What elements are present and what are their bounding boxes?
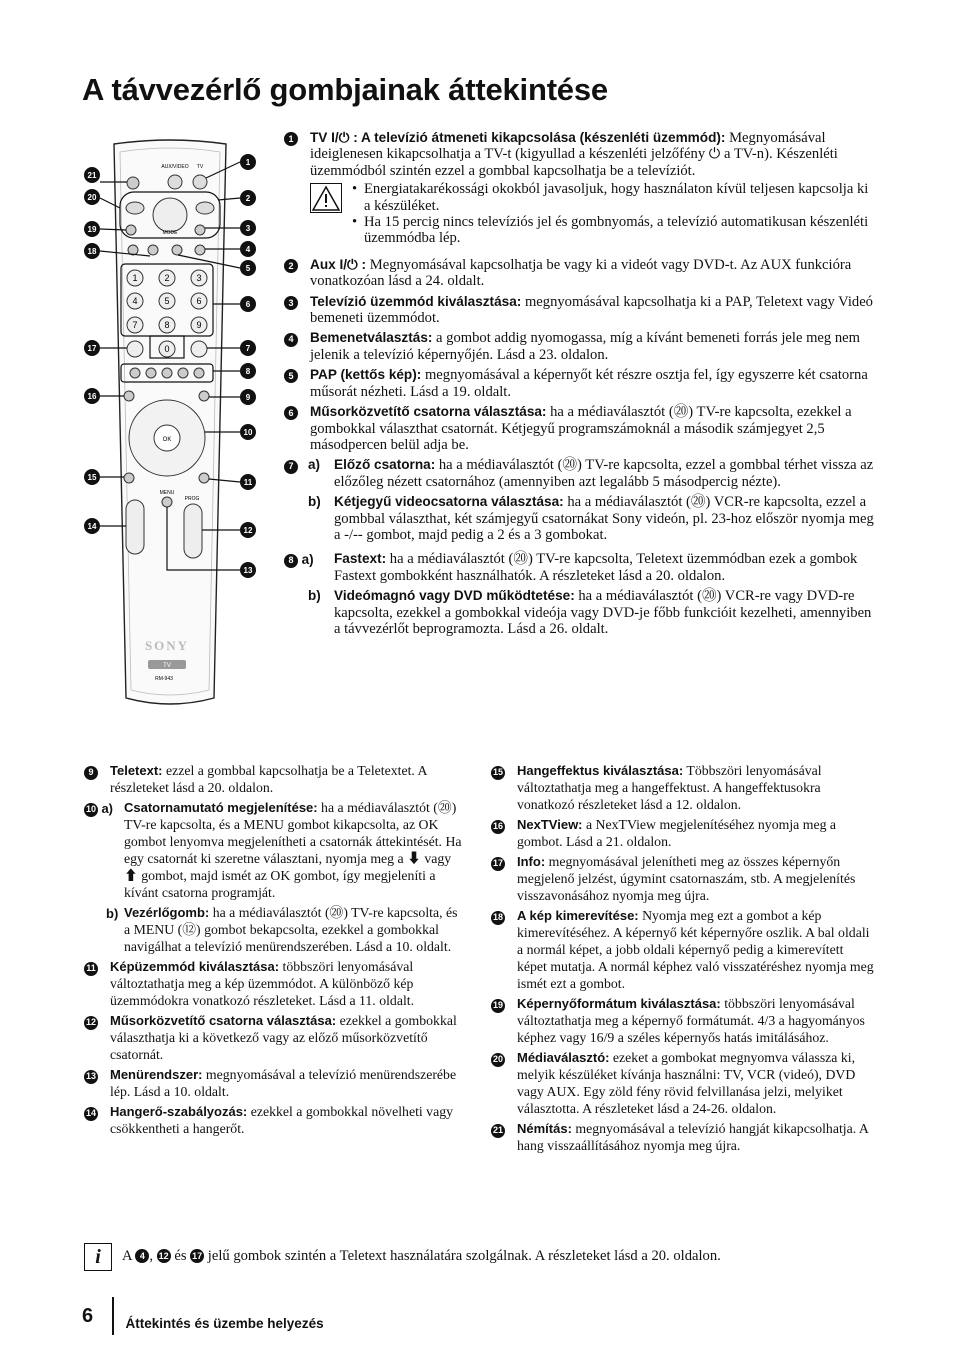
callout-11: 11 xyxy=(243,478,253,487)
item-key: Előző csatorna: xyxy=(334,457,436,473)
callout-18: 18 xyxy=(87,247,97,256)
callout-5: 5 xyxy=(245,264,251,273)
item-19 xyxy=(491,995,875,1046)
item-number: 19 xyxy=(491,999,505,1013)
digit-5: 5 xyxy=(164,296,170,306)
note-text: , xyxy=(149,1248,157,1264)
sub-mark: a) xyxy=(308,457,321,473)
item-key-prefix: TV I/ xyxy=(310,130,339,145)
note-text: és xyxy=(170,1248,191,1264)
remote-badge: TV xyxy=(163,663,171,669)
item-text: Megnyomásával ideiglenesen kikapcsolhatja a TV-t (kigyullad a készenléti jelzőfény ⏻ a TV-n). Készenléti üzemmódból szintén ezzel a gombbal kapcsolhatja be a televíziót. xyxy=(310,130,838,179)
callout-20: 20 xyxy=(87,193,97,202)
remote-label-mode: MODE xyxy=(162,230,178,236)
item-number: 8 xyxy=(284,554,298,568)
item-text: ha a médiaválasztót (⑳) TV-re kapcsolta, Teletext üzemmódban ezek a gombok Fastext gombokként használhatók. A részleteket lásd a 20. oldalon. xyxy=(334,551,858,584)
top-descriptions xyxy=(284,130,876,641)
remote-control-illustration xyxy=(80,138,260,718)
item-key: Műsorközvetítő csatorna választása: xyxy=(310,404,547,420)
item-number: 2 xyxy=(284,259,298,273)
item-key: PAP (kettős kép): xyxy=(310,367,422,383)
item-8b xyxy=(308,588,876,637)
item-number: 3 xyxy=(284,296,298,310)
callout-6: 6 xyxy=(245,300,251,309)
item-number: 16 xyxy=(491,820,505,834)
item-13 xyxy=(84,1066,464,1100)
callout-19: 19 xyxy=(87,225,97,234)
item-number: 18 xyxy=(491,911,505,925)
callout-4: 4 xyxy=(245,245,251,254)
callout-8: 8 xyxy=(245,367,251,376)
item-7 xyxy=(284,457,876,547)
page-title: A távvezérlő gombjainak áttekintése xyxy=(82,72,608,107)
item-number: 9 xyxy=(84,766,98,780)
item-text: ezeket a gombokat megnyomva válassza ki, melyik készüléket kívánja használni: TV, VCR (videó), DVD vagy AUX. Egy zöld fény rövid felvillanása jelzi, melyiket választotta. A részleteket lásd a 24-26. oldalon. xyxy=(517,1050,856,1116)
remote-brand-logo: SONY xyxy=(144,638,190,653)
item-number: 21 xyxy=(491,1124,505,1138)
note-number: 12 xyxy=(158,1251,169,1261)
callout-14: 14 xyxy=(87,522,97,531)
warning-box xyxy=(310,181,876,247)
item-key: NexTView: xyxy=(517,817,583,832)
item-11 xyxy=(84,958,464,1009)
remote-label-menu: MENU xyxy=(159,490,175,496)
item-number: 11 xyxy=(84,962,98,976)
item-number: 14 xyxy=(84,1107,98,1121)
item-key: Hangeffektus kiválasztása: xyxy=(517,763,684,778)
remote-model: RM-943 xyxy=(155,676,173,682)
item-1 xyxy=(284,130,876,253)
item-key: Televízió üzemmód kiválasztása: xyxy=(310,293,522,309)
warning-bullet: • Energiatakarékossági okokból javasoljuk, hogy használaton kívül teljesen kapcsolja ki a készüléket. xyxy=(350,181,876,214)
item-key-prefix: Aux I/ xyxy=(310,256,348,272)
item-key: Fastext: xyxy=(334,551,387,567)
callout-10: 10 xyxy=(243,428,253,437)
callout-2: 2 xyxy=(245,194,251,203)
sub-mark: b) xyxy=(308,494,321,510)
item-14 xyxy=(84,1103,464,1137)
item-key: Vezérlőgomb: xyxy=(124,905,210,920)
item-text: ha a médiaválasztót (⑳) TV-re kapcsolta, ezekkel a gombokkal választhat csatornát. Kétjegyű programszámoknál a második számjegyet 2,5 másodpercen belül adja be. xyxy=(310,404,852,453)
digit-3: 3 xyxy=(196,273,202,283)
item-8 xyxy=(284,551,876,584)
item-number: 12 xyxy=(84,1016,98,1030)
footer-divider xyxy=(112,1297,114,1335)
item-text: a gombot addig nyomogassa, míg a kívánt bemeneti forrás jele meg nem jelenik a televízió képernyőjén. Lásd a 23. oldalon. xyxy=(310,330,860,363)
item-3 xyxy=(284,294,876,327)
item-text: Nyomja meg ezt a gombot a kép kimerevítéséhez. A képernyő két képernyőre oszlik. A bal oldali a normál képet, a jobb oldali képernyő pedig a kimerevített képet mutatja. A normál képhez való visszatéréshez nyomja meg ismét ezt a gombot. xyxy=(517,908,874,991)
item-6 xyxy=(284,404,876,453)
left-column xyxy=(84,762,464,1140)
warning-bullet: • Ha 15 percig nincs televíziós jel és gombnyomás, a televízió automatikusan készenléti üzemmódba lép. xyxy=(350,214,876,247)
digit-8: 8 xyxy=(164,320,170,330)
item-18 xyxy=(491,907,875,992)
item-key: Bemenetválasztás: xyxy=(310,330,433,346)
callout-21: 21 xyxy=(87,171,97,180)
digit-2: 2 xyxy=(164,273,170,283)
right-column xyxy=(491,762,875,1157)
remote-label-ok: OK xyxy=(162,437,172,443)
item-key: Teletext: xyxy=(110,763,163,778)
item-number: 5 xyxy=(284,369,298,383)
item-key: Menürendszer: xyxy=(110,1067,203,1082)
note-number: 17 xyxy=(192,1251,203,1261)
item-text: ha a médiaválasztót (⑳) TV-re kapcsolta, ezzel a gombbal térhet vissza az előzőleg nézett csatornához (amennyiben azt legalább 5 másodpercig nézte). xyxy=(334,457,874,490)
item-text: megnyomásával a televízió menürendszerébe lép. Lásd a 10. oldalt. xyxy=(110,1067,457,1099)
item-text: ha a médiaválasztót (⑳) VCR-re vagy DVD-re kapcsolta, ezekkel a gombokkal videója vagy DVD-je főbb funkcióit kezelheti, amennyiben a távvezérlőt beprogramozta. Lásd a 26. oldalt. xyxy=(334,588,872,637)
item-text: ezekkel a gombokkal növelheti vagy csökkentheti a hangerőt. xyxy=(110,1104,453,1136)
warning-icon xyxy=(310,183,342,213)
info-note xyxy=(84,1243,884,1271)
callout-1: 1 xyxy=(245,158,251,167)
callout-9: 9 xyxy=(245,393,251,402)
item-5 xyxy=(284,367,876,400)
item-12 xyxy=(84,1012,464,1063)
item-17 xyxy=(491,853,875,904)
item-key: Hangerő-szabályozás: xyxy=(110,1104,248,1119)
sub-mark: b) xyxy=(106,906,119,921)
item-text: megnyomásával jelenítheti meg az összes képernyőn megjelenő jelzést, úgymint csatornaszám, stb. A megjelenítés visszavonásához nyomja meg újra. xyxy=(517,854,856,903)
sub-mark: a) xyxy=(101,801,114,816)
item-key: Képernyőformátum kiválasztása: xyxy=(517,996,721,1011)
item-text: többszöri lenyomásával változtathatja meg a kép üzemmódot. A különböző kép üzemmódokra vonatkozó részleteket. Lásd a 11. oldalt. xyxy=(110,959,415,1008)
page-footer xyxy=(82,1296,324,1336)
item-text: megnyomásával kapcsolhatja ki a PAP, Teletext vagy Videó bemeneti üzemmódot. xyxy=(310,293,873,327)
item-number: 1 xyxy=(284,132,298,146)
item-20 xyxy=(491,1049,875,1117)
digit-4: 4 xyxy=(132,296,138,306)
item-key: Némítás: xyxy=(517,1121,572,1136)
sub-mark: b) xyxy=(308,588,321,604)
info-icon: i xyxy=(84,1243,112,1271)
item-text: Többszöri lenyomásával változtathatja meg a hangeffektust. A hangeffektusokra vonatkozó részleteket lásd a 12. oldalon. xyxy=(517,763,822,812)
digit-6: 6 xyxy=(196,296,202,306)
power-icon: ⏻ xyxy=(347,256,358,272)
remote-label-tv: TV xyxy=(196,164,204,170)
power-icon: ⏻ xyxy=(338,130,350,145)
item-text: ha a médiaválasztót (⑳) TV-re kapcsolta, és a MENU gombot kikapcsolta, az OK gombot lenyomva megjelenítheti a csatornák áttekintését. Ha egy csatornát ki szeretne választani, nyomja meg a ⬇ vagy ⬆ gombot, majd ismét az OK gombot, így megjeleníti a kívánt csatorna programját. xyxy=(124,800,462,900)
callout-12: 12 xyxy=(243,526,253,535)
item-text: ezzel a gombbal kapcsolhatja be a Teletextet. A részleteket lásd a 20. oldalon. xyxy=(110,763,427,795)
item-number: 10 xyxy=(84,803,98,817)
item-9 xyxy=(84,762,464,796)
item-text: megnyomásával a televízió hangját kikapcsolhatja. A hang visszaállításához nyomja meg újra. xyxy=(517,1121,869,1153)
callout-3: 3 xyxy=(245,224,251,233)
item-key: Info: xyxy=(517,854,546,869)
item-key: Videómagnó vagy DVD működtetése: xyxy=(334,588,575,604)
digit-7: 7 xyxy=(132,320,138,330)
item-key: Médiaválasztó: xyxy=(517,1050,610,1065)
callout-15: 15 xyxy=(87,473,97,482)
item-number: 13 xyxy=(84,1070,98,1084)
item-number: 17 xyxy=(491,857,505,871)
item-text: ha a médiaválasztót (⑳) VCR-re kapcsolta, ezzel a gombbal választhat, két számjegyű csatornákat Sony videón, pl. 23-hoz először nyomja meg a -/-- gombot, majd pedig a 2 és a 3 gombokat. xyxy=(334,494,874,543)
item-16 xyxy=(491,816,875,850)
item-21 xyxy=(491,1120,875,1154)
item-key: Műsorközvetítő csatorna választása: xyxy=(110,1013,337,1028)
note-number: 4 xyxy=(135,1249,149,1263)
item-text: megnyomásával a képernyőt két részre osztja fel, így egyszerre két csatorna műsorát nézheti. Lásd a 19. oldalt. xyxy=(310,367,868,400)
callout-17: 17 xyxy=(87,344,97,353)
note-text: jelű gombok szintén a Teletext használatára szolgálnak. A részleteket lásd a 20. oldalon. xyxy=(204,1248,721,1264)
item-number: 7 xyxy=(284,460,298,474)
item-text: ezekkel a gombokkal választhatja ki a következő vagy az előző műsorközvetítő csatornát. xyxy=(110,1013,457,1062)
callout-16: 16 xyxy=(87,392,97,401)
sub-mark: a) xyxy=(301,552,314,568)
item-2 xyxy=(284,257,876,290)
item-key: : xyxy=(357,256,367,272)
page-number: 6 xyxy=(82,1304,94,1327)
item-15 xyxy=(491,762,875,813)
item-number: 6 xyxy=(284,406,298,420)
item-key: A kép kimerevítése: xyxy=(517,908,639,923)
item-10b xyxy=(106,904,464,955)
item-key: Kétjegyű videocsatorna választása: xyxy=(334,494,564,510)
item-number: 20 xyxy=(491,1053,505,1067)
item-text: a NexTView megjelenítéséhez nyomja meg a gombot. Lásd a 21. oldalon. xyxy=(517,817,837,849)
digit-9: 9 xyxy=(196,320,202,330)
section-title: Áttekintés és üzembe helyezés xyxy=(125,1315,324,1331)
item-key: Képüzemmód kiválasztása: xyxy=(110,959,280,974)
item-text: többszöri lenyomásával változtathatja meg a képernyő formátumát. 4/3 a hagyományos képhez vagy 16/9 a széles képernyős hatás imitálásához. xyxy=(517,996,865,1045)
item-text: Megnyomásával kapcsolhatja be vagy ki a videót vagy DVD-t. Az AUX funkcióra vonatkozóan lásd a 24. oldalt. xyxy=(310,256,852,290)
item-number: 15 xyxy=(491,766,505,780)
item-4 xyxy=(284,330,876,363)
remote-label-prog: PROG xyxy=(184,496,200,502)
item-10a xyxy=(84,799,464,901)
callout-13: 13 xyxy=(243,566,253,575)
note-text: A xyxy=(122,1248,136,1264)
digit-0: 0 xyxy=(164,344,170,354)
item-key: : A televízió átmeneti kikapcsolása (készenléti üzemmód): xyxy=(349,130,726,145)
remote-label-aux: AUX/VIDEO xyxy=(161,164,189,170)
digit-1: 1 xyxy=(132,273,138,283)
callout-7: 7 xyxy=(245,344,251,353)
item-key: Csatornamutató megjelenítése: xyxy=(124,800,318,815)
item-text: ha a médiaválasztót (⑳) TV-re kapcsolta, és a MENU (⑫) gombot bekapcsolta, ezekkel a gombokkal navigálhat a televízió menürendszerében. Lásd a 10. oldalt. xyxy=(124,905,458,954)
item-number: 4 xyxy=(284,333,298,347)
